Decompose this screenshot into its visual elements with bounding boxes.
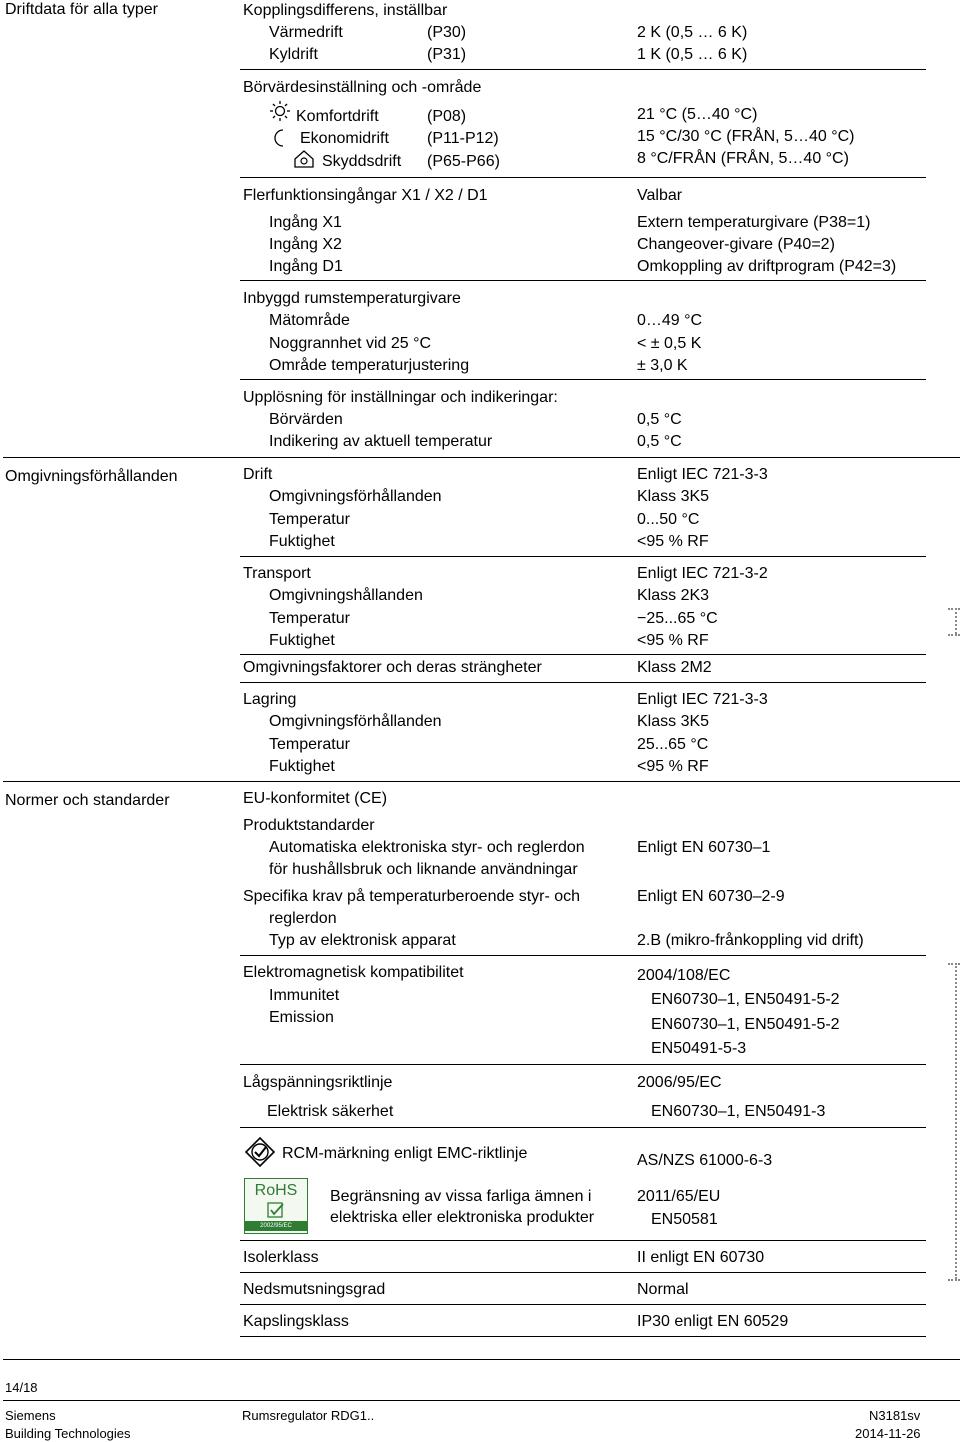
page-number: 14/18: [5, 1380, 38, 1395]
checkbox-check-icon: [267, 1202, 285, 1218]
divider: [240, 69, 926, 70]
transport-title-value: Enligt IEC 721-3-2: [637, 565, 768, 582]
lvd-value: 2006/95/EC: [637, 1074, 722, 1091]
protect-value: 8 °C/FRÅN (FRÅN, 5…40 °C): [637, 150, 849, 167]
margin-mark: [948, 608, 960, 610]
cool-value: 1 K (0,5 … 6 K): [637, 46, 748, 63]
operation-env-value: Klass 3K5: [637, 488, 710, 505]
protection-label: Kapslingsklass: [243, 1313, 349, 1330]
operation-temp-label: Temperatur: [269, 511, 350, 528]
resolution-title: Upplösning för inställningar och indikeringar:: [243, 389, 558, 406]
indication-value: 0,5 °C: [637, 433, 682, 450]
transport-hum-label: Fuktighet: [269, 632, 335, 649]
eco-label: Ekonomidrift: [300, 130, 389, 147]
immunity-value: EN60730–1, EN50491-5-2: [651, 991, 840, 1008]
adjust-value: ± 3,0 K: [637, 357, 688, 374]
section-label-general: Driftdata för alla typer: [5, 1, 158, 18]
rohs-logo-subtext: 2002/95/EC: [245, 1221, 307, 1231]
safety-label: Elektrisk säkerhet: [267, 1103, 394, 1120]
accuracy-label: Noggrannhet vid 25 °C: [269, 335, 432, 352]
margin-mark: [955, 608, 957, 634]
operation-title-value: Enligt IEC 721-3-3: [637, 466, 768, 483]
storage-env-value: Klass 3K5: [637, 713, 710, 730]
rohs-label-1: Begränsning av vissa farliga ämnen i: [330, 1188, 592, 1205]
section-label-environment: Omgivningsförhållanden: [5, 468, 178, 485]
eu-conformity: EU-konformitet (CE): [243, 790, 388, 807]
eco-param: (P11-P12): [427, 130, 499, 147]
insulation-value: II enligt EN 60730: [637, 1249, 765, 1266]
heat-label: Värmedrift: [269, 24, 343, 41]
divider: [240, 379, 926, 380]
rcm-value: AS/NZS 61000-6-3: [637, 1152, 773, 1169]
x2-value: Changeover-givare (P40=2): [637, 236, 835, 253]
comfort-param: (P08): [427, 108, 467, 125]
transport-hum-value: <95 % RF: [637, 632, 709, 649]
divider: [240, 177, 926, 178]
rcm-label: RCM-märkning enligt EMC-riktlinje: [282, 1145, 528, 1162]
setpoint-title: Börvärdesinställning och -område: [243, 79, 482, 96]
x1-label: Ingång X1: [269, 214, 342, 231]
protect-param: (P65-P66): [427, 153, 500, 170]
storage-title: Lagring: [243, 691, 297, 708]
margin-mark: [955, 963, 957, 1279]
protect-label: Skyddsdrift: [322, 153, 402, 170]
safety-value: EN60730–1, EN50491-3: [651, 1103, 826, 1120]
operation-hum-label: Fuktighet: [269, 533, 335, 550]
storage-temp-label: Temperatur: [269, 736, 350, 753]
lvd-label: Lågspänningsriktlinje: [243, 1074, 393, 1091]
specific-line1: Specifika krav på temperaturberoende styr- och: [243, 888, 581, 905]
rohs-logo-text: RoHS: [254, 1182, 298, 1199]
comfort-value: 21 °C (5…40 °C): [637, 106, 758, 123]
transport-temp-value: −25...65 °C: [637, 610, 718, 627]
immunity-label: Immunitet: [269, 987, 340, 1004]
multi-title-value: Valbar: [637, 187, 683, 204]
protection-house-icon: [292, 148, 316, 170]
rohs-value-2: EN50581: [651, 1211, 718, 1228]
insulation-label: Isolerklass: [243, 1249, 319, 1266]
accuracy-value: < ± 0,5 K: [637, 335, 702, 352]
product-name: Rumsregulator RDG1..: [242, 1408, 375, 1423]
setpoint-res-value: 0,5 °C: [637, 411, 682, 428]
pollution-label: Nedsmutsningsgrad: [243, 1281, 386, 1298]
footer-rule-2: [3, 1400, 960, 1401]
rohs-label-2: elektriska eller elektroniska produkter: [330, 1209, 595, 1226]
specific-line2: reglerdon: [269, 910, 337, 927]
divider: [240, 556, 926, 557]
emission-value-2: EN50491-5-3: [651, 1040, 747, 1057]
storage-temp-value: 25...65 °C: [637, 736, 709, 753]
operation-hum-value: <95 % RF: [637, 533, 709, 550]
switching-title: Kopplingsdifferens, inställbar: [243, 2, 448, 19]
operation-title: Drift: [243, 466, 273, 483]
divider: [240, 1272, 926, 1273]
rohs-logo: [244, 1178, 308, 1234]
adjust-label: Område temperaturjustering: [269, 357, 470, 374]
heat-param: (P30): [427, 24, 467, 41]
margin-mark: [948, 963, 960, 965]
transport-title: Transport: [243, 565, 311, 582]
storage-hum-label: Fuktighet: [269, 758, 335, 775]
auto-controls-line2: för hushållsbruk och liknande användningar: [269, 861, 578, 878]
sensor-title: Inbyggd rumstemperaturgivare: [243, 290, 461, 307]
sun-icon: [268, 100, 292, 122]
specific-value: Enligt EN 60730–2-9: [637, 888, 785, 905]
section-divider: [3, 457, 960, 458]
rcm-mark-icon: [244, 1136, 276, 1168]
divider: [240, 682, 926, 683]
product-standards: Produktstandarder: [243, 817, 375, 834]
d1-value: Omkoppling av driftprogram (P42=3): [637, 258, 897, 275]
margin-mark: [948, 634, 960, 636]
divider: [240, 1304, 926, 1305]
cool-label: Kyldrift: [269, 46, 318, 63]
range-value: 0…49 °C: [637, 312, 703, 329]
moon-icon: [270, 128, 290, 148]
divider: [240, 1336, 926, 1337]
emission-label: Emission: [269, 1009, 334, 1026]
eco-value: 15 °C/30 °C (FRÅN, 5…40 °C): [637, 128, 855, 145]
d1-label: Ingång D1: [269, 258, 343, 275]
section-divider: [3, 781, 960, 782]
footer-rule: [3, 1359, 960, 1360]
protection-value: IP30 enligt EN 60529: [637, 1313, 789, 1330]
document-date: 2014-11-26: [855, 1426, 921, 1441]
company-name: Siemens: [5, 1408, 56, 1423]
indication-label: Indikering av aktuell temperatur: [269, 433, 493, 450]
auto-controls-value: Enligt EN 60730–1: [637, 839, 771, 856]
storage-env-label: Omgivningsförhållanden: [269, 713, 442, 730]
emc-label: Elektromagnetisk kompatibilitet: [243, 964, 464, 981]
transport-temp-label: Temperatur: [269, 610, 350, 627]
divider: [240, 280, 926, 281]
divider: [240, 1064, 926, 1065]
rohs-value-1: 2011/65/EU: [637, 1188, 721, 1205]
heat-value: 2 K (0,5 … 6 K): [637, 24, 748, 41]
operation-temp-value: 0...50 °C: [637, 511, 700, 528]
device-type-value: 2.B (mikro-frånkoppling vid drift): [637, 932, 864, 949]
auto-controls-line1: Automatiska elektroniska styr- och reglerdon: [269, 839, 585, 856]
divider: [240, 955, 926, 956]
section-label-standards: Normer och standarder: [5, 792, 170, 809]
mechanical-label: Omgivningsfaktorer och deras strängheter: [243, 659, 542, 676]
company-division: Building Technologies: [5, 1426, 131, 1441]
margin-mark: [948, 1279, 960, 1281]
setpoint-res-label: Börvärden: [269, 411, 343, 428]
transport-env-value: Klass 2K3: [637, 587, 710, 604]
transport-env-label: Omgivningshållanden: [269, 587, 423, 604]
x1-value: Extern temperaturgivare (P38=1): [637, 214, 871, 231]
divider: [240, 1240, 926, 1241]
mechanical-value: Klass 2M2: [637, 659, 712, 676]
x2-label: Ingång X2: [269, 236, 342, 253]
emission-value-1: EN60730–1, EN50491-5-2: [651, 1016, 840, 1033]
divider: [240, 654, 926, 655]
comfort-label: Komfortdrift: [296, 108, 379, 125]
range-label: Mätområde: [269, 312, 350, 329]
emc-value: 2004/108/EC: [637, 967, 731, 984]
divider: [240, 1127, 926, 1128]
cool-param: (P31): [427, 46, 467, 63]
operation-env-label: Omgivningsförhållanden: [269, 488, 442, 505]
pollution-value: Normal: [637, 1281, 689, 1298]
document-number: N3181sv: [869, 1408, 921, 1423]
storage-title-value: Enligt IEC 721-3-3: [637, 691, 768, 708]
multi-title: Flerfunktionsingångar X1 / X2 / D1: [243, 187, 488, 204]
device-type-label: Typ av elektronisk apparat: [269, 932, 456, 949]
storage-hum-value: <95 % RF: [637, 758, 709, 775]
